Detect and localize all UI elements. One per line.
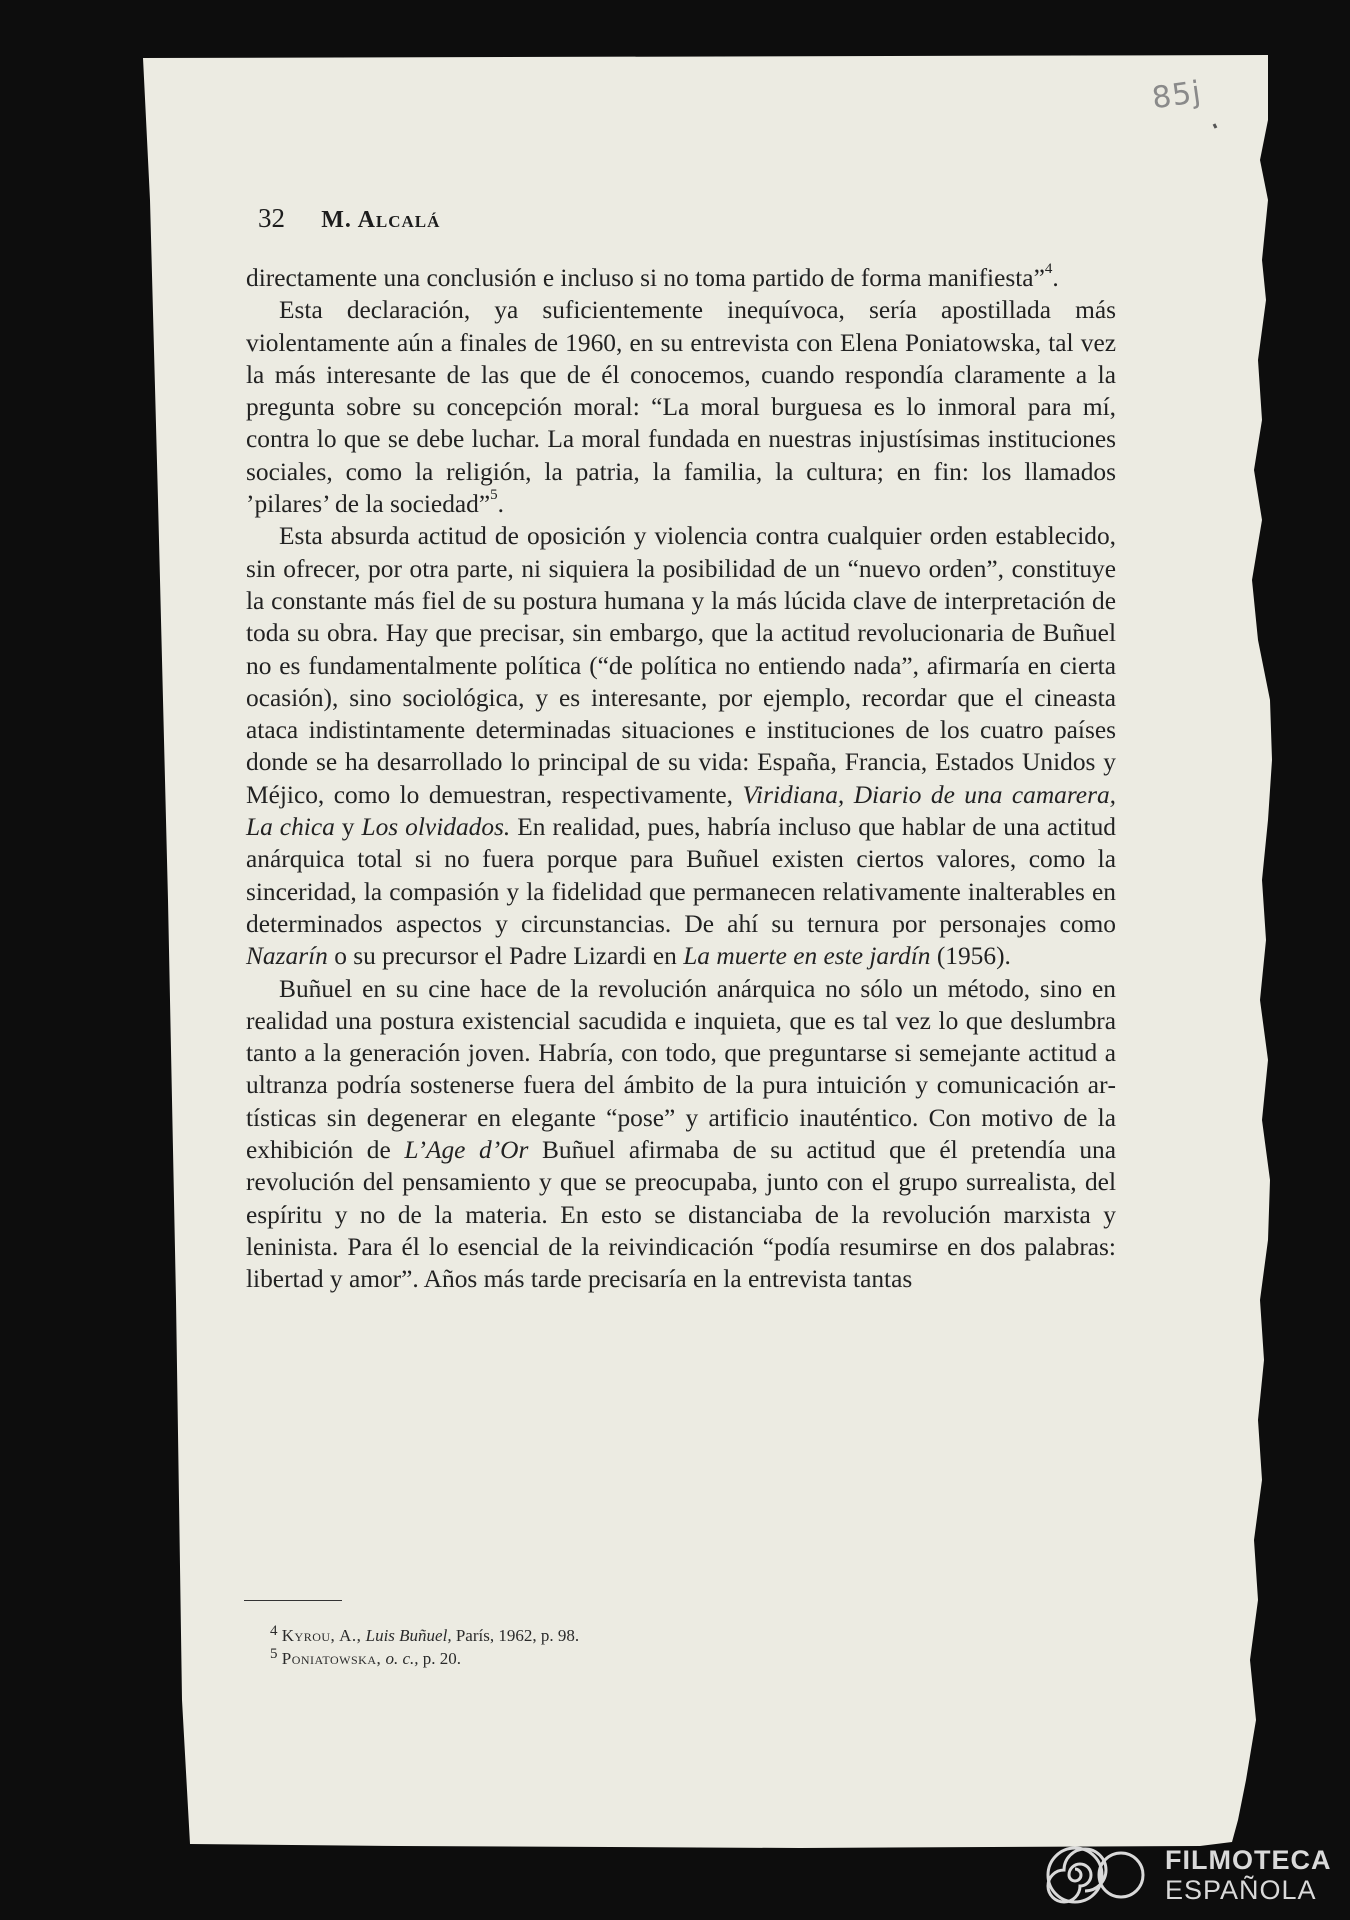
corner-mark [1214,124,1216,128]
fn-name: Kyrou, A., [281,1626,362,1645]
film-title: L’Age d’Or [404,1136,529,1165]
footnote-number: 4 [270,1623,278,1639]
filmoteca-logo-text [1165,1845,1331,1905]
footnote-rest: p. 20. [422,1649,462,1668]
footnote-rule [244,1600,342,1601]
text-run: y [334,813,362,842]
footnotes [270,1624,1030,1670]
fn-name: Poniatowska, [281,1649,382,1668]
film-title: Viridiana, Diario de una camarera, La chica [246,780,1116,842]
paragraph [246,262,1116,294]
footnote [270,1647,1030,1670]
film-title: Nazarín [246,942,328,971]
film-title: La muerte en este jardín [683,942,931,971]
filmoteca-logo-icon [1043,1843,1151,1907]
footnote-title: Luis Buñuel, [365,1626,452,1645]
footnote-number: 5 [270,1646,278,1662]
handwritten-note: 85j [1149,74,1204,117]
footnote [270,1624,1030,1647]
footnote-rest: París, 1962, p. 98. [455,1626,580,1645]
text-run: Buñuel afirmaba de su actitud que él pretendía una revolución del pensamiento y que se preocupaba, junto con el grupo surrealista, del espíritu y no de la materia. En esto se distanciaba de la revolución marxista y leninista. Para él lo esencial de la reivindicación “podía resumirse en dos palabras: libertad y amor”. Años más tarde precisaría en la entrevista tantas [246,1136,1117,1294]
text-run: Esta declaración, ya suficientemente inequívoca, sería apostillada más violentamente aún a finales de 1960, en su entrevista con Elena Poniatowska, tal vez la más interesante de las que de él conocemos, cuando respondía claramente a la pregunta sobre su concepción moral: “La moral burguesa es lo inmoral para mí, contra lo que se debe luchar. La moral fundada en nuestras injustísimas instituciones sociales, como la religión, la patria, la familia, la cultura; en fin: los llamados ’pilares’ de la sociedad” [246,296,1116,519]
logo-line-2: ESPAÑOLA [1165,1875,1317,1905]
paragraph [246,294,1116,520]
paragraph [246,973,1116,1296]
text-run: directamente una conclusión e incluso si no toma partido de forma manifiesta” [246,264,1045,292]
footnote-ref: 5 [490,487,498,504]
text-run: Buñuel en su cine hace de la revolución anárquica no sólo un método, sino en realidad una postura existencial sacudida e inquieta, que es tal vez lo que deslumbra tanto a la generación joven. Habría, con todo, que preguntarse si semejante actitud a ultranza podría sostenerse fuera del ámbito de la pura intuición y comunicación artísticas sin degenerar en elegante “pose” y artificio inauténtico. Con motivo de la exhibición de [246,974,1116,1165]
text-run: Esta absurda actitud de oposición y violencia contra cualquier orden establecido, sin ofrecer, por otra parte, ni siquiera la posibilidad de un “nuevo orden”, constituye la constante más fiel de su postura humana y la más lúcida clave de interpretación de toda su obra. Hay que precisar, sin embargo, que la actitud revolucionaria de Buñuel no es fundamentalmente política (“de política no entiendo nada”, afirmaría en cierta ocasión), sino sociológica, y es interesante, por ejemplo, recordar que el cineasta ataca indistintamente determinadas situaciones e instituciones de los cuatro países donde se ha desarrollado lo principal de su vida: España, Francia, Estados Unidos y Méjico, como lo demuestran, respectivamente, [246,522,1116,809]
text-run: o su precursor el Padre Lizardi en [327,942,684,971]
page-number: 32 [258,203,285,233]
text-run: . [1052,264,1059,292]
footnote-title: o. c., [385,1649,419,1668]
text-run: En realidad, pues, habría incluso que hablar de una actitud anárquica total si no fuera porque para Buñuel existen ciertos valores, como la sinceridad, la compasión y la fidelidad que permanecen relativamente inalterables en determinados aspectos y circunstancias. De ahí su ternura por personajes como [246,813,1116,938]
running-header [258,203,1138,234]
text-run: . [497,490,504,519]
footnote-ref: 4 [1044,261,1053,277]
text-run: (1956). [930,942,1011,971]
body-text [246,262,1116,1296]
film-title: Los olvidados. [361,813,511,842]
running-header-author: M. Alcalá [321,207,441,233]
filmoteca-logo [1043,1836,1343,1914]
logo-line-1: FILMOTECA [1165,1845,1332,1875]
paragraph [246,520,1116,972]
